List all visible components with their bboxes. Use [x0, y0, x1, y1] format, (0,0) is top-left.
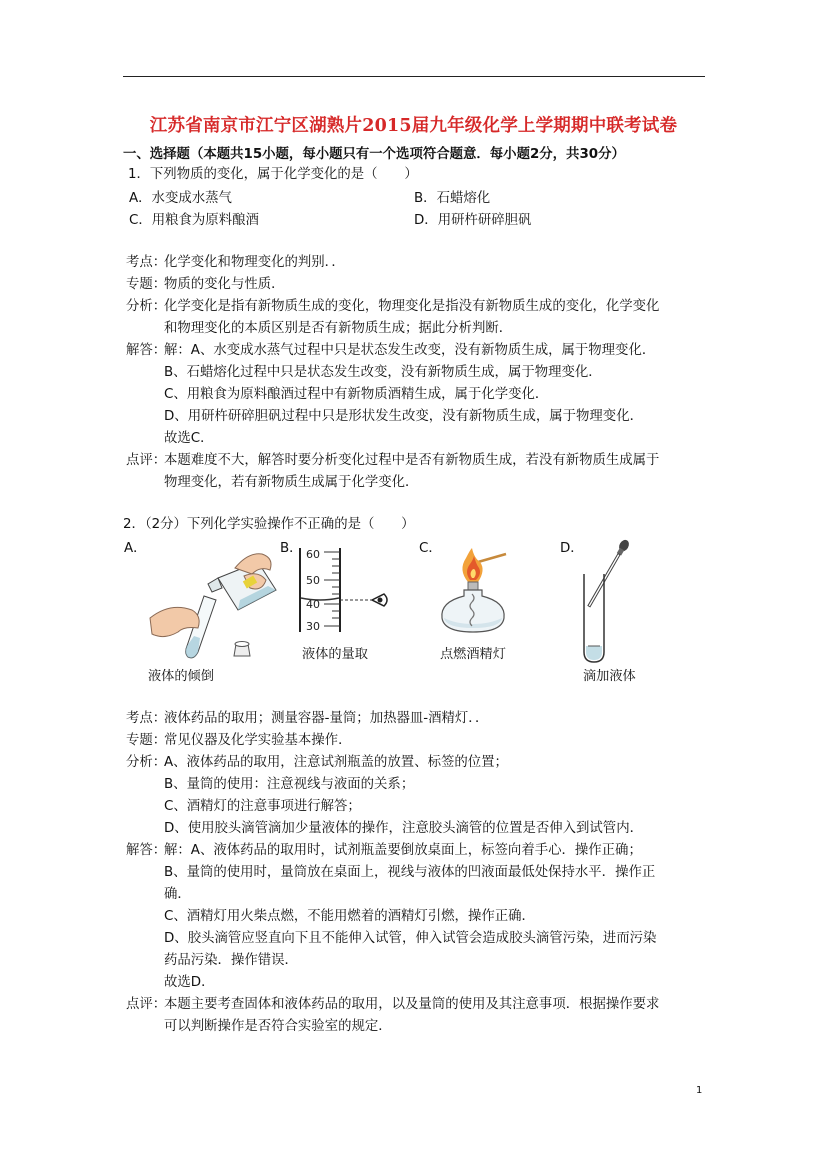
- q2-zhuanti: 常见仪器及化学实验基本操作．: [164, 733, 352, 748]
- q1-dianping-label: 点评：: [126, 453, 167, 468]
- tick-label: 40: [306, 598, 320, 611]
- q2-label-a: A．: [124, 541, 147, 556]
- tick-label: 60: [306, 548, 320, 561]
- q1-jieda-line3: C、用粮食为原料酿酒过程中有新物质酒精生成，属于化学变化．: [164, 387, 549, 402]
- caption-c: 点燃酒精灯: [440, 647, 506, 662]
- caption-d: 滴加液体: [583, 669, 636, 684]
- q2-fenxi-line1: A、液体药品的取用，注意试剂瓶盖的放置、标签的位置；: [164, 755, 508, 770]
- dropper-figure: [580, 538, 640, 666]
- match-icon: [478, 554, 506, 562]
- q1-option-d: D．用研杵研碎胆矾: [414, 213, 532, 228]
- q1-fenxi-line2: 和物理变化的本质区别是否有新物质生成；据此分析判断．: [164, 321, 513, 336]
- q1-jieda-line4: D、用研杵研碎胆矾过程中只是形状发生改变，没有新物质生成，属于物理变化．: [164, 409, 643, 424]
- q2-jieda-line1: 解：A、液体药品的取用时，试剂瓶盖要倒放桌面上，标签向着手心．操作正确；: [164, 843, 642, 858]
- q1-jieda-line1: 解：A、水变成水蒸气过程中只是状态发生改变，没有新物质生成，属于物理变化．: [164, 343, 656, 358]
- q1-zhuanti-label: 专题：: [126, 277, 167, 292]
- q1-jieda-label: 解答：: [126, 343, 167, 358]
- q2-label-b: B．: [280, 541, 303, 556]
- section-heading: 一、选择题（本题共15小题，每小题只有一个选项符合题意．每小题2分，共30分）: [123, 147, 625, 162]
- flame-icon: [462, 548, 482, 582]
- q1-dianping-line2: 物理变化，若有新物质生成属于化学变化．: [164, 475, 419, 490]
- q1-option-a: A．水变成水蒸气: [129, 191, 232, 206]
- page-number: 1: [696, 1085, 703, 1096]
- q2-stem: 2．（2分）下列化学实验操作不正确的是（ ）: [123, 517, 415, 532]
- q2-dianping-line1: 本题主要考查固体和液体药品的取用，以及量筒的使用及其注意事项．根据操作要求: [164, 997, 660, 1012]
- pouring-liquid-figure: [140, 540, 280, 665]
- q2-jieda-line6: 药品污染．操作错误．: [164, 953, 298, 968]
- q1-kaodian-label: 考点：: [126, 255, 167, 270]
- q1-jieda-line5: 故选C．: [164, 431, 214, 446]
- q1-stem: 1．下列物质的变化，属于化学变化的是（ ）: [128, 167, 418, 182]
- q2-jieda-line5: D、胶头滴管应竖直向下且不能伸入试管，伸入试管会造成胶头滴管污染，进而污染: [164, 931, 657, 946]
- q1-dianping-line1: 本题难度不大，解答时要分析变化过程中是否有新物质生成，若没有新物质生成属于: [164, 453, 660, 468]
- q2-label-d: D．: [560, 541, 584, 556]
- q2-kaodian: 液体药品的取用；测量容器-量筒；加热器皿-酒精灯．．: [164, 711, 489, 726]
- q1-kaodian: 化学变化和物理变化的判别．．: [164, 255, 345, 270]
- q2-jieda-label: 解答：: [126, 843, 167, 858]
- q2-fenxi-label: 分析：: [126, 755, 167, 770]
- q2-fenxi-line4: D、使用胶头滴管滴加少量液体的操作，注意胶头滴管的位置是否伸入到试管内．: [164, 821, 643, 836]
- eye-icon: [372, 594, 387, 606]
- q2-jieda-line7: 故选D．: [164, 975, 215, 990]
- q1-zhuanti: 物质的变化与性质．: [164, 277, 285, 292]
- q2-label-c: C．: [419, 541, 442, 556]
- q1-option-c: C．用粮食为原料酿酒: [129, 213, 259, 228]
- meniscus: [301, 598, 339, 600]
- q1-fenxi-label: 分析：: [126, 299, 167, 314]
- q2-jieda-line2: B、量筒的使用时，量筒放在桌面上，视线与液体的凹液面最低处保持水平．操作正: [164, 865, 656, 880]
- header-rule: [123, 76, 705, 77]
- q2-jieda-line4: C、酒精灯用火柴点燃，不能用燃着的酒精灯引燃，操作正确．: [164, 909, 535, 924]
- q2-dianping-label: 点评：: [126, 997, 167, 1012]
- q2-fenxi-line3: C、酒精灯的注意事项进行解答；: [164, 799, 361, 814]
- q2-jieda-line3: 确．: [164, 887, 191, 902]
- q2-dianping-line2: 可以判断操作是否符合实验室的规定．: [164, 1019, 392, 1034]
- alcohol-lamp-figure: [430, 548, 520, 638]
- caption-a: 液体的倾倒: [148, 669, 214, 684]
- caption-b: 液体的量取: [302, 647, 368, 662]
- tick-label: 30: [306, 620, 320, 633]
- q2-zhuanti-label: 专题：: [126, 733, 167, 748]
- tick-label: 50: [306, 574, 320, 587]
- q2-fenxi-line2: B、量筒的使用：注意视线与液面的关系；: [164, 777, 415, 792]
- q2-kaodian-label: 考点：: [126, 711, 167, 726]
- graduated-cylinder-figure: [290, 546, 400, 636]
- q1-jieda-line2: B、石蜡熔化过程中只是状态发生改变，没有新物质生成，属于物理变化．: [164, 365, 602, 380]
- dropper-icon: [585, 538, 631, 608]
- page-title: 江苏省南京市江宁区湖熟片2015届九年级化学上学期期中联考试卷: [149, 116, 678, 136]
- wick-holder: [468, 582, 478, 590]
- q1-option-b: B．石蜡熔化: [414, 191, 491, 206]
- q1-fenxi-line1: 化学变化是指有新物质生成的变化，物理变化是指没有新物质生成的变化，化学变化: [164, 299, 660, 314]
